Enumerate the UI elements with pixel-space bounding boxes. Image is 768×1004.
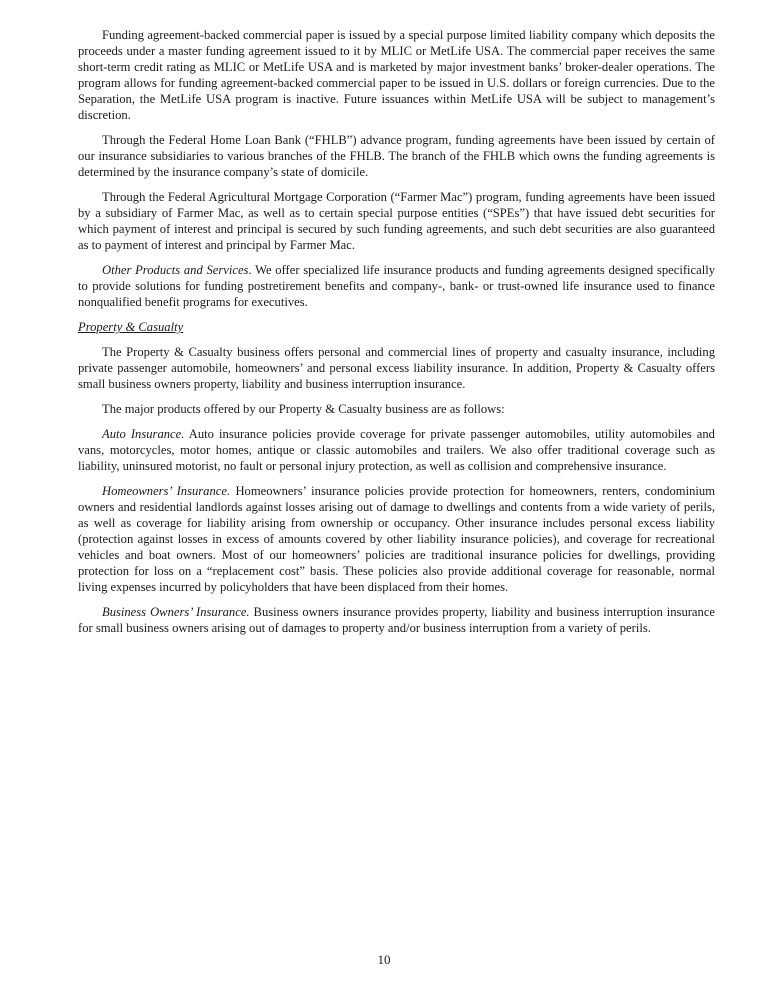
paragraph-text: . We offer specialized life insurance products and funding agreements designed specifically to provide solutions for funding postretirement benefits and company-, bank- or trust-owned life insurance used to finance nonqualified benefit programs for executives. [78, 263, 715, 309]
paragraph-pc-overview: The Property & Casualty business offers personal and commercial lines of property and casualty insurance, including private passenger automobile, homeowners’ and personal excess liability insurance. In addition, Property & Casualty offers small business owners property, liability and business interruption insurance. [78, 345, 715, 391]
paragraph-text: Homeowners’ insurance policies provide protection for homeowners, renters, condominium owners and residential landlords against losses arising out of damage to dwellings and contents from a wide variety of perils, as well as coverage for liability arising from ownership or occupancy. Other insurance includes personal excess liability (protection against losses in excess of amounts covered by other liability insurance policies), and coverage for recreational vehicles and boat owners. Most of our homeowners’ policies are traditional insurance policies for dwellings, providing protection for loss on a “replacement cost” basis. These policies also provide additional coverage for reasonable, normal living expenses incurred by policyholders that have been displaced from their homes. [78, 484, 715, 594]
paragraph-funding-commercial-paper: Funding agreement-backed commercial paper is issued by a special purpose limited liability company which deposits the proceeds under a master funding agreement issued to it by MLIC or MetLife USA. The commercial paper receives the same short-term credit rating as MLIC or MetLife USA and is marketed by major investment banks’ broker-dealer operations. The program allows for funding agreement-backed commercial paper to be issued in U.S. dollars or foreign currencies. Due to the Separation, the MetLife USA program is inactive. Future issuances within MetLife USA will be subject to management’s discretion. [78, 28, 715, 122]
paragraph-text: Auto insurance policies provide coverage for private passenger automobiles, utility automobiles and vans, motorcycles, motor homes, antique or classic automobiles and trailers. We also offer traditional coverage such as liability, uninsured motorist, no fault or personal injury protection, as well as collision and comprehensive insurance. [78, 427, 715, 473]
paragraph-homeowners-insurance [78, 483, 715, 595]
paragraph-farmer-mac: Through the Federal Agricultural Mortgage Corporation (“Farmer Mac”) program, funding agreements have been issued by a subsidiary of Farmer Mac, as well as to certain special purpose entities (“SPEs”) that have issued debt securities for which payment of interest and principal is secured by such funding agreements, and such debt securities are also guaranteed as to payment of interest and principal by Farmer Mac. [78, 190, 715, 252]
paragraph-auto-insurance [78, 426, 715, 474]
paragraph-other-products [78, 262, 715, 310]
paragraph-lead: Business Owners’ Insurance. [102, 605, 250, 619]
paragraph-major-products: The major products offered by our Property & Casualty business are as follows: [102, 402, 505, 416]
paragraph-lead: Homeowners’ Insurance. [102, 484, 231, 498]
page-number: 10 [377, 952, 391, 967]
paragraph-text: Business owners insurance provides property, liability and business interruption insurance for small business owners arising out of damages to property and/or business interruption from a variety of perils. [78, 605, 716, 635]
section-heading: Property & Casualty [78, 320, 184, 334]
paragraph-lead: Auto Insurance. [102, 427, 185, 441]
paragraph-lead: Other Products and Services [102, 263, 249, 277]
document-page [78, 27, 715, 645]
paragraph-business-owners-insurance [78, 604, 715, 636]
paragraph-fhlb: Through the Federal Home Loan Bank (“FHLB”) advance program, funding agreements have been issued by certain of our insurance subsidiaries to various branches of the FHLB. The branch of the FHLB which owns the funding agreements is determined by the insurance company’s state of domicile. [78, 133, 715, 179]
